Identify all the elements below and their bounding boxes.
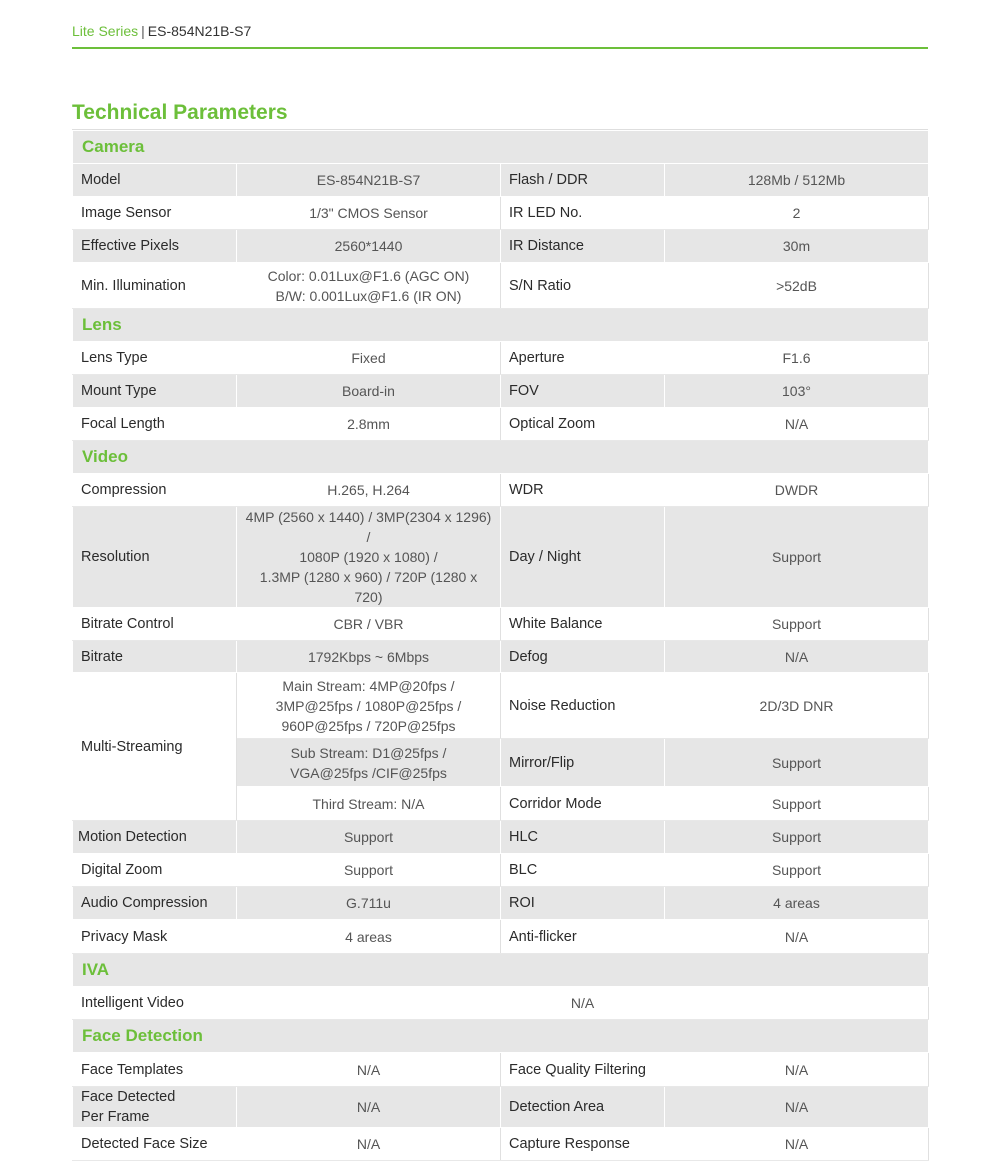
section-title: Camera <box>73 131 929 164</box>
param-value: 2.8mm <box>237 408 501 441</box>
param-label: IR LED No. <box>501 197 665 230</box>
param-label: Model <box>73 164 237 197</box>
param-value: Board-in <box>237 375 501 408</box>
section-header-lens <box>73 309 929 342</box>
label-line: Face Detected <box>81 1089 176 1105</box>
table-row <box>73 263 929 309</box>
table-row <box>73 608 929 641</box>
model-label: ES-854N21B-S7 <box>147 23 252 39</box>
param-value: N/A <box>665 1053 929 1087</box>
table-row <box>73 1087 929 1128</box>
section-title: Lens <box>73 309 929 342</box>
param-label: Mount Type <box>73 375 237 408</box>
doc-header <box>72 22 251 40</box>
param-label: Resolution <box>73 507 237 608</box>
param-value: N/A <box>665 1087 929 1128</box>
section-title: Video <box>73 441 929 474</box>
param-label: Face Templates <box>73 1053 237 1087</box>
param-label: Corridor Mode <box>501 787 665 821</box>
value-line: Main Stream: 4MP@20fps / <box>282 677 455 694</box>
param-value: Third Stream: N/A <box>237 787 501 821</box>
param-value: N/A <box>237 1128 501 1161</box>
param-value: N/A <box>237 1053 501 1087</box>
param-label: White Balance <box>501 608 665 641</box>
section-header-video <box>73 441 929 474</box>
param-value <box>237 507 501 608</box>
param-label: Effective Pixels <box>73 230 237 263</box>
param-value <box>237 263 501 309</box>
page-title: Technical Parameters <box>72 101 288 124</box>
param-value: N/A <box>665 408 929 441</box>
value-line: B/W: 0.001Lux@F1.6 (IR ON) <box>275 287 462 304</box>
param-value: Support <box>665 821 929 854</box>
param-value: Support <box>665 739 929 787</box>
param-label: Audio Compression <box>73 887 237 920</box>
table-row <box>73 1128 929 1161</box>
param-value <box>237 673 501 739</box>
param-value: Support <box>665 608 929 641</box>
table-row <box>73 408 929 441</box>
param-label <box>73 1087 237 1128</box>
table-row <box>73 854 929 887</box>
param-value: 103° <box>665 375 929 408</box>
param-label: Face Quality Filtering <box>501 1053 665 1087</box>
param-label: Lens Type <box>73 342 237 375</box>
param-value: G.711u <box>237 887 501 920</box>
param-value: CBR / VBR <box>237 608 501 641</box>
param-value: >52dB <box>665 263 929 309</box>
param-label: Min. Illumination <box>73 263 237 309</box>
table-row <box>73 474 929 507</box>
param-label: Motion Detection <box>73 821 237 854</box>
param-value: Support <box>237 854 501 887</box>
param-value: Support <box>665 507 929 608</box>
param-value: 1/3" CMOS Sensor <box>237 197 501 230</box>
table-row <box>73 164 929 197</box>
param-value: ES-854N21B-S7 <box>237 164 501 197</box>
header-separator: | <box>141 23 145 39</box>
table-row <box>73 920 929 954</box>
param-label: Digital Zoom <box>73 854 237 887</box>
value-line: 1.3MP (1280 x 960) / 720P (1280 x 720) <box>259 569 478 605</box>
param-value: DWDR <box>665 474 929 507</box>
param-value: 2D/3D DNR <box>665 673 929 739</box>
param-label: FOV <box>501 375 665 408</box>
param-label: BLC <box>501 854 665 887</box>
table-row <box>73 1053 929 1087</box>
param-label: S/N Ratio <box>501 263 665 309</box>
param-value: 128Mb / 512Mb <box>665 164 929 197</box>
param-label: Compression <box>73 474 237 507</box>
value-line: 960P@25fps / 720P@25fps <box>281 717 456 734</box>
param-label: Bitrate Control <box>73 608 237 641</box>
param-value: N/A <box>237 987 929 1020</box>
param-value: 4 areas <box>665 887 929 920</box>
param-label: Flash / DDR <box>501 164 665 197</box>
value-line: 1080P (1920 x 1080) / <box>299 549 438 565</box>
param-label: Optical Zoom <box>501 408 665 441</box>
table-row <box>73 197 929 230</box>
param-value: N/A <box>665 1128 929 1161</box>
param-value: Fixed <box>237 342 501 375</box>
table-row <box>73 507 929 608</box>
param-label: Multi-Streaming <box>73 673 237 821</box>
param-label: Noise Reduction <box>501 673 665 739</box>
param-value: 2 <box>665 197 929 230</box>
table-row <box>73 987 929 1020</box>
param-value <box>237 739 501 787</box>
value-line: 3MP@25fps / 1080P@25fps / <box>275 697 462 714</box>
param-label: Day / Night <box>501 507 665 608</box>
section-title: IVA <box>73 954 929 987</box>
value-line: Sub Stream: D1@25fps / <box>290 744 447 761</box>
spec-table <box>72 130 929 1161</box>
value-line: 4MP (2560 x 1440) / 3MP(2304 x 1296) / <box>245 509 492 545</box>
param-label: Focal Length <box>73 408 237 441</box>
param-label: Detection Area <box>501 1087 665 1128</box>
table-row <box>73 821 929 854</box>
param-label: HLC <box>501 821 665 854</box>
section-header-face-detection <box>73 1020 929 1053</box>
param-label: Aperture <box>501 342 665 375</box>
param-value: N/A <box>665 920 929 954</box>
param-value: F1.6 <box>665 342 929 375</box>
param-value: 30m <box>665 230 929 263</box>
param-value: 2560*1440 <box>237 230 501 263</box>
param-value: 4 areas <box>237 920 501 954</box>
value-line: VGA@25fps /CIF@25fps <box>290 764 447 781</box>
table-row <box>73 375 929 408</box>
param-value: N/A <box>665 641 929 673</box>
param-label: Image Sensor <box>73 197 237 230</box>
param-value: H.265, H.264 <box>237 474 501 507</box>
param-value: Support <box>665 787 929 821</box>
section-header-camera <box>73 131 929 164</box>
param-label: Defog <box>501 641 665 673</box>
table-row <box>73 673 929 739</box>
value-line: Color: 0.01Lux@F1.6 (AGC ON) <box>267 267 470 284</box>
label-line: Per Frame <box>81 1109 150 1125</box>
table-row <box>73 230 929 263</box>
section-header-iva <box>73 954 929 987</box>
param-label: Privacy Mask <box>73 920 237 954</box>
param-label: Capture Response <box>501 1128 665 1161</box>
param-label: Intelligent Video <box>73 987 237 1020</box>
param-value: N/A <box>237 1087 501 1128</box>
table-row <box>73 887 929 920</box>
param-label: Anti-flicker <box>501 920 665 954</box>
param-label: Mirror/Flip <box>501 739 665 787</box>
param-label: ROI <box>501 887 665 920</box>
section-title: Face Detection <box>73 1020 929 1053</box>
param-value: Support <box>237 821 501 854</box>
param-label: IR Distance <box>501 230 665 263</box>
header-divider <box>72 47 928 49</box>
param-value: Support <box>665 854 929 887</box>
param-label: Detected Face Size <box>73 1128 237 1161</box>
table-row <box>73 641 929 673</box>
param-label: WDR <box>501 474 665 507</box>
table-row <box>73 342 929 375</box>
param-value: 1792Kbps ~ 6Mbps <box>237 641 501 673</box>
param-label: Bitrate <box>73 641 237 673</box>
series-label: Lite Series <box>72 23 139 39</box>
